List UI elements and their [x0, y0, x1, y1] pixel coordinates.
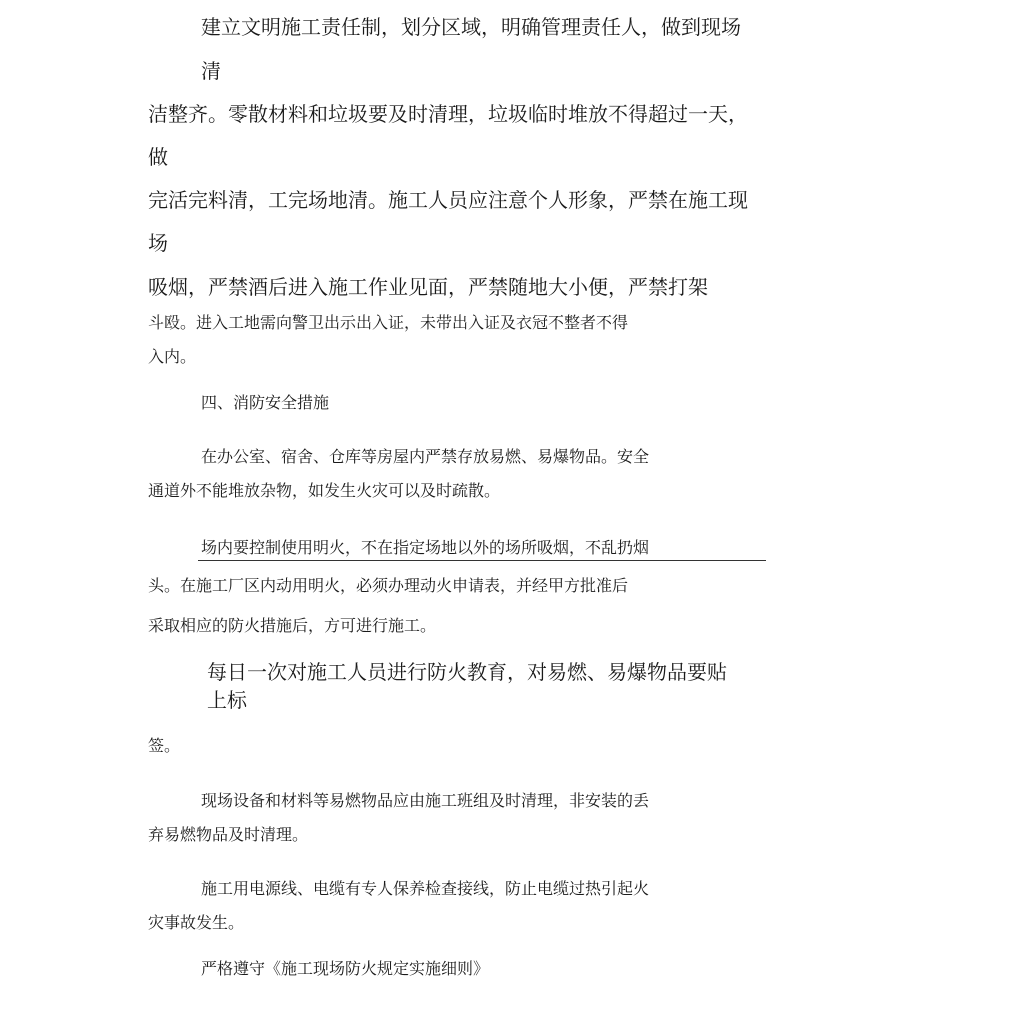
text-line: 建立文明施工责任制，划分区域，明确管理责任人，做到现场	[201, 15, 741, 39]
text-line: 斗殴。进入工地需向警卫出示出入证，未带出入证及衣冠不整者不得	[148, 313, 629, 332]
text-line: 场	[148, 231, 168, 255]
text-line: 采取相应的防火措施后，方可进行施工。	[148, 616, 437, 635]
text-line: 上标	[207, 688, 247, 712]
text-line: 清	[201, 59, 221, 83]
section-heading: 四、消防安全措施	[201, 393, 330, 412]
text-line: 做	[148, 145, 168, 169]
text-line: 通道外不能堆放杂物，如发生火灾可以及时疏散。	[148, 481, 501, 500]
text-line: 弃易燃物品及时清理。	[148, 825, 309, 844]
text-line: 签。	[148, 736, 181, 755]
text-line: 入内。	[148, 347, 197, 366]
text-line: 完活完料清，工完场地清。施工人员应注意个人形象，严禁在施工现	[148, 188, 748, 212]
text-line: 每日一次对施工人员进行防火教育，对易燃、易爆物品要贴	[207, 660, 727, 684]
text-line: 在办公室、宿舍、仓库等房屋内严禁存放易燃、易爆物品。安全	[201, 447, 650, 466]
text-line: 吸烟，严禁酒后进入施工作业见面，严禁随地大小便，严禁打架	[148, 275, 708, 299]
text-line: 施工用电源线、电缆有专人保养检查接线，防止电缆过热引起火	[201, 879, 650, 898]
underline-rule	[198, 560, 766, 561]
text-line: 严格遵守《施工现场防火规定实施细则》	[201, 959, 490, 978]
text-line: 头。在施工厂区内动用明火，必须办理动火申请表，并经甲方批准后	[148, 576, 629, 595]
text-line: 现场设备和材料等易燃物品应由施工班组及时清理，非安装的丢	[201, 791, 650, 810]
text-line: 灾事故发生。	[148, 913, 245, 932]
text-line: 场内要控制使用明火，不在指定场地以外的场所吸烟，不乱扔烟	[201, 538, 650, 557]
text-line: 洁整齐。零散材料和垃圾要及时清理，垃圾临时堆放不得超过一天，	[148, 102, 748, 126]
